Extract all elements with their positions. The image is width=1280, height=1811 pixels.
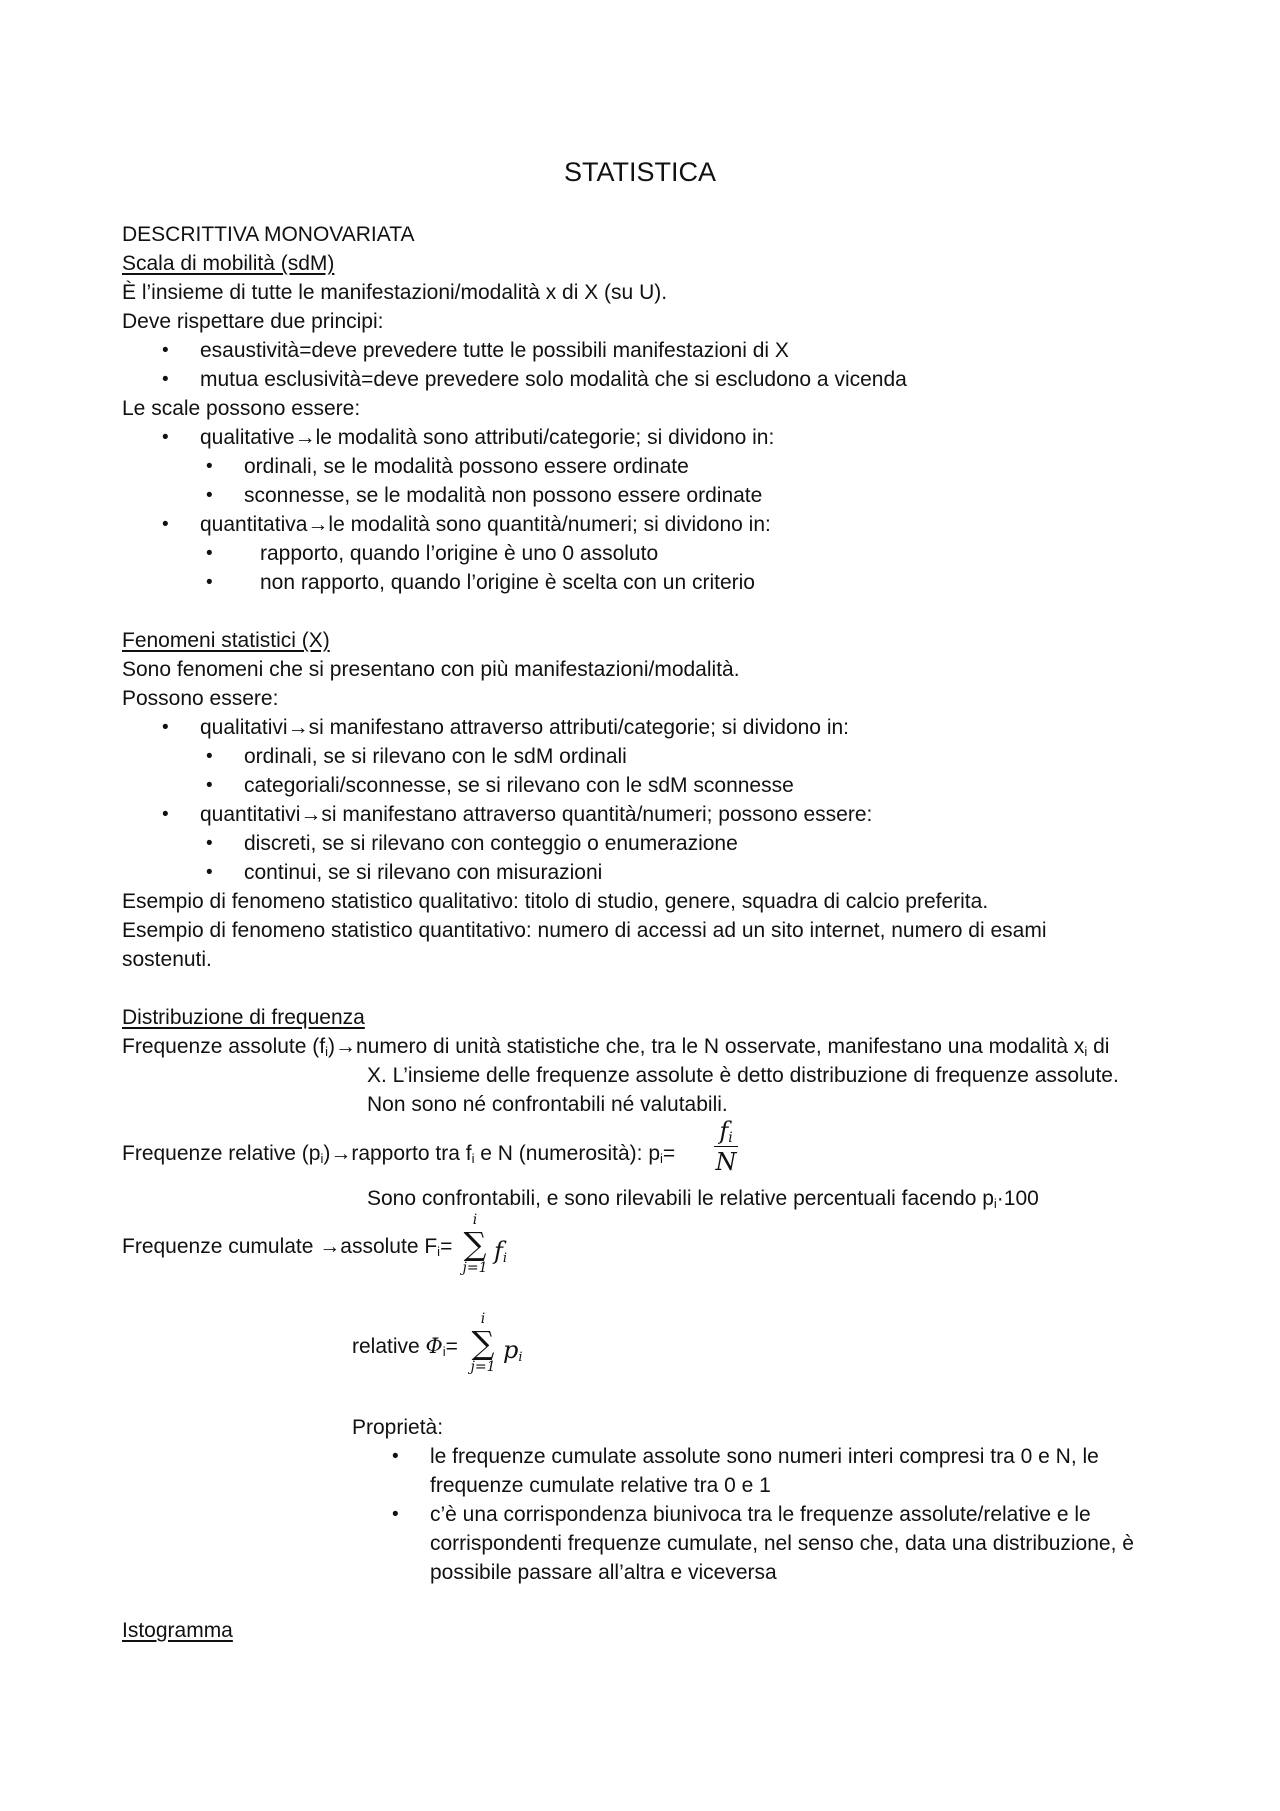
lower-limit: j=1 — [470, 1359, 496, 1375]
sub-item: continui, se si rilevano con misurazioni — [244, 861, 603, 884]
subscript: i — [993, 1196, 997, 1211]
bullet-icon: • — [162, 514, 169, 535]
term-description: le modalità sono quantità/numeri; si dividono in: — [328, 513, 771, 536]
upper-limit: i — [472, 1212, 478, 1228]
fraction-bar — [714, 1146, 738, 1147]
scala-quantitativa-item — [200, 511, 771, 539]
arrow-icon: → — [300, 803, 322, 826]
bullet-icon: • — [206, 775, 213, 796]
summation-cumulate-assolute — [460, 1212, 490, 1276]
bullet-icon: • — [206, 862, 213, 883]
sigma-icon: ∑ — [471, 1324, 495, 1362]
example-quantitative: Esempio di fenomeno statistico quantitativo: numero di accessi ad un sito internet, numero di esami — [122, 919, 1047, 942]
subscript: i — [660, 1151, 663, 1166]
fenomeni-definition: Sono fenomeni che si presentano con più manifestazioni/modalità. — [122, 658, 740, 681]
arrow-icon: → — [330, 1142, 352, 1165]
bullet-icon: • — [162, 340, 169, 361]
sub-item: discreti, se si rilevano con conteggio o enumerazione — [244, 832, 738, 855]
definition: e N (numerosità): p — [474, 1142, 661, 1165]
example-quantitative-cont: sostenuti. — [122, 948, 212, 971]
frequenze-relative-line2 — [367, 1185, 1039, 1213]
frequenze-cumulate-relative-line — [352, 1332, 458, 1360]
scala-heading: Scala di mobilità (sdM) — [122, 252, 335, 275]
bullet-icon: • — [162, 717, 169, 738]
subscript: i — [442, 1344, 446, 1359]
fenomeni-intro: Possono essere: — [122, 687, 279, 710]
label: assolute F — [340, 1235, 438, 1258]
distribuzione-heading: Distribuzione di frequenza — [122, 1006, 365, 1029]
fenomeni-heading: Fenomeni statistici (X) — [122, 629, 330, 652]
numerator — [714, 1118, 738, 1144]
upper-limit: i — [480, 1311, 486, 1327]
equals: = — [662, 1142, 676, 1165]
arrow-icon: → — [287, 716, 309, 739]
term: p — [503, 1336, 519, 1364]
definition: numero di unità statistiche che, tra le N osservate, manifestano una modalità x — [356, 1035, 1085, 1058]
subscript: i — [325, 1044, 328, 1059]
subscript: i — [320, 1151, 324, 1166]
bullet-icon: • — [206, 833, 213, 854]
bullet-icon: • — [206, 543, 213, 564]
fraction-fi-over-n — [714, 1118, 738, 1175]
subscript: i — [502, 1251, 508, 1266]
sub-item: sconnesse, se le modalità non possono essere ordinate — [244, 484, 763, 507]
denominator: N — [715, 1148, 737, 1176]
frequenze-assolute-line — [122, 1033, 1109, 1061]
subscript: i — [1084, 1044, 1088, 1059]
scala-qualitative-item — [200, 424, 774, 452]
bullet-icon: • — [162, 804, 169, 825]
phi-symbol: Φ — [425, 1334, 443, 1358]
proprieta-item-cont: possibile passare all’altra e viceversa — [430, 1561, 777, 1584]
scala-definition: È l’insieme di tutte le manifestazioni/modalità x di X (su U). — [122, 281, 668, 304]
frequenze-assolute-line2: X. L’insieme delle frequenze assolute è detto distribuzione di frequenze assolute. — [367, 1064, 1119, 1087]
label: Frequenze relative (p — [122, 1142, 321, 1165]
term: quantitativa — [200, 513, 308, 536]
summation-cumulate-relative — [468, 1311, 498, 1375]
label: ) — [323, 1142, 331, 1165]
definition: rapporto tra f — [351, 1142, 472, 1165]
bullet-icon: • — [206, 485, 213, 506]
principio-item: esaustività=deve prevedere tutte le possibili manifestazioni di X — [200, 339, 789, 362]
summation-term — [503, 1336, 523, 1364]
document-title: STATISTICA — [563, 157, 716, 187]
equals: = — [440, 1235, 453, 1258]
sub-item: non rapporto, quando l’origine è scelta con un criterio — [260, 571, 755, 594]
section-heading: DESCRITTIVA MONOVARIATA — [122, 223, 415, 246]
arrow-icon: → — [294, 426, 316, 449]
text: ·100 — [996, 1187, 1039, 1210]
term-description: si manifestano attraverso attributi/categorie; si dividono in: — [308, 716, 850, 739]
equals: = — [445, 1335, 458, 1358]
sub-item: categoriali/sconnesse, se si rilevano con le sdM sconnesse — [244, 774, 794, 797]
numerator-symbol: f — [719, 1117, 729, 1145]
proprieta-item: le frequenze cumulate assolute sono numeri interi compresi tra 0 e N, le — [430, 1445, 1099, 1468]
lower-limit: j=1 — [462, 1260, 488, 1276]
subscript: i — [518, 1350, 523, 1365]
label: relative — [352, 1335, 426, 1358]
proprieta-item-cont: corrispondenti frequenze cumulate, nel senso che, data una distribuzione, è — [430, 1532, 1134, 1555]
frequenze-assolute-line3: Non sono né confrontabili né valutabili. — [367, 1093, 728, 1116]
frequenze-relative-line — [122, 1140, 675, 1168]
term-description: si manifestano attraverso quantità/numeri; possono essere: — [321, 803, 873, 826]
proprieta-item: c’è una corrispondenza biunivoca tra le frequenze assolute/relative e le — [430, 1503, 1091, 1526]
text: Sono confrontabili, e sono rilevabili le relative percentuali facendo p — [367, 1187, 994, 1210]
sub-item: ordinali, se le modalità possono essere ordinate — [244, 455, 689, 478]
term: qualitativi — [200, 716, 288, 739]
definition: di — [1087, 1035, 1110, 1058]
arrow-icon: → — [335, 1035, 356, 1058]
term: f — [494, 1237, 503, 1265]
bullet-icon: • — [392, 1504, 399, 1525]
sigma-icon: ∑ — [463, 1225, 487, 1263]
principi-intro: Deve rispettare due principi: — [122, 310, 384, 333]
summation-term — [494, 1237, 507, 1265]
principio-item: mutua esclusività=deve prevedere solo modalità che si escludono a vicenda — [200, 368, 907, 391]
label: Frequenze assolute (f — [122, 1035, 326, 1058]
bullet-icon: • — [162, 427, 169, 448]
example-qualitative: Esempio di fenomeno statistico qualitativo: titolo di studio, genere, squadra di calcio preferita. — [122, 890, 989, 913]
sub-item: rapporto, quando l’origine è uno 0 assoluto — [260, 542, 659, 565]
proprieta-heading: Proprietà: — [352, 1416, 444, 1439]
fenomeni-quantitativi-item — [200, 801, 872, 829]
istogramma-heading: Istogramma — [122, 1619, 233, 1642]
proprieta-item-cont: frequenze cumulate relative tra 0 e 1 — [430, 1474, 771, 1497]
bullet-icon: • — [206, 456, 213, 477]
subscript: i — [471, 1151, 475, 1166]
term-description: le modalità sono attributi/categorie; si dividono in: — [315, 426, 775, 449]
frequenze-cumulate-line — [122, 1233, 452, 1261]
arrow-icon: → — [307, 513, 329, 536]
subscript: i — [728, 1130, 733, 1146]
bullet-icon: • — [392, 1446, 399, 1467]
bullet-icon: • — [206, 572, 213, 593]
fenomeni-qualitativi-item — [200, 714, 849, 742]
subscript: i — [437, 1244, 441, 1259]
term: qualitative — [200, 426, 295, 449]
label: Frequenze cumulate — [122, 1235, 320, 1258]
term: quantitativi — [200, 803, 301, 826]
bullet-icon: • — [206, 746, 213, 767]
label: ) — [328, 1035, 335, 1058]
bullet-icon: • — [162, 369, 169, 390]
sub-item: ordinali, se si rilevano con le sdM ordinali — [244, 745, 627, 768]
tipi-intro: Le scale possono essere: — [122, 397, 361, 420]
arrow-icon: → — [319, 1235, 341, 1258]
